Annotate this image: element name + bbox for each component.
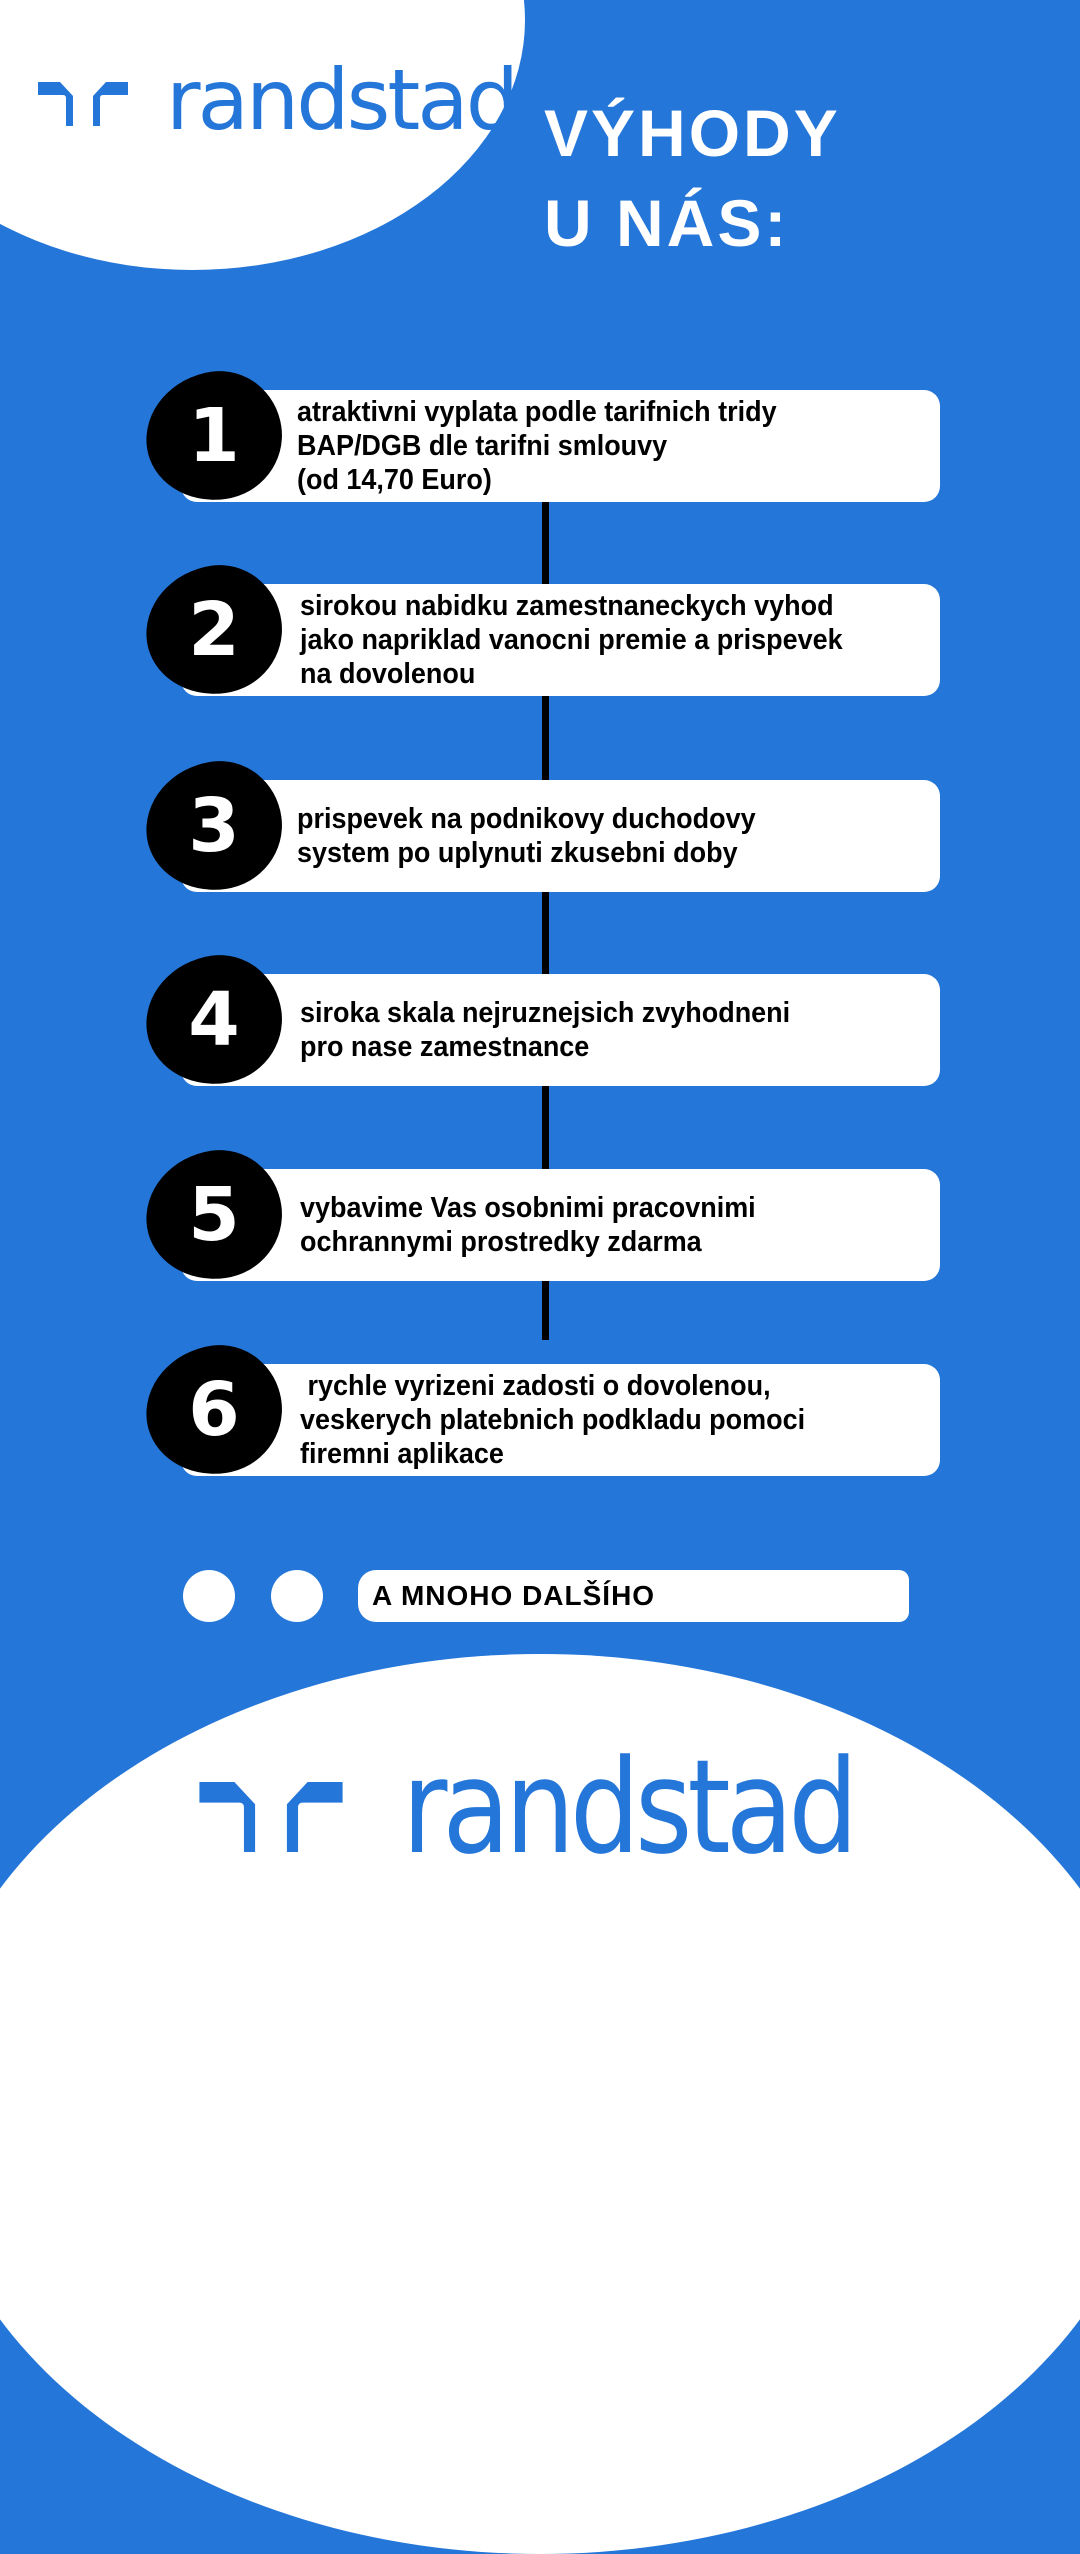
decorative-dot	[183, 1570, 235, 1622]
title-line-2: U NÁS:	[544, 186, 790, 260]
benefit-item-2	[146, 566, 946, 696]
benefit-text-line: firemni aplikace	[300, 1438, 504, 1470]
title-line-1: VÝHODY	[544, 96, 841, 170]
benefit-text	[300, 1364, 936, 1476]
benefit-text-line: system po uplynuti zkusebni doby	[297, 837, 738, 869]
benefit-text-line: ochrannymi prostredky zdarma	[300, 1226, 702, 1258]
benefit-text	[297, 390, 936, 502]
brand-wordmark: randstad	[402, 1731, 854, 1883]
more-benefits-label: A MNOHO DALŠÍHO	[372, 1580, 656, 1611]
benefit-item-5	[146, 1151, 946, 1281]
benefit-text-line: na dovolenou	[300, 658, 476, 690]
benefit-text-line: sirokou nabidku zamestnaneckych vyhod	[300, 590, 834, 622]
benefit-text-line: atraktivni vyplata podle tarifnich tridy	[297, 396, 777, 428]
benefit-text-line: rychle vyrizeni zadosti o dovolenou,	[300, 1370, 771, 1402]
benefit-item-1	[146, 372, 946, 502]
randstad-logo-bottom	[198, 1731, 933, 1883]
benefit-text	[297, 780, 936, 892]
benefit-item-6	[146, 1346, 946, 1476]
randstad-logo-top	[38, 51, 517, 149]
benefit-number: 5	[188, 1172, 240, 1258]
benefit-text	[300, 974, 936, 1086]
benefit-text-line: vybavime Vas osobnimi pracovnimi	[300, 1192, 756, 1224]
benefit-number: 6	[188, 1367, 240, 1453]
benefit-item-3	[146, 762, 946, 892]
brand-wordmark: randstad	[166, 51, 517, 149]
benefit-number: 1	[188, 393, 240, 479]
randstad-logo-icon	[38, 82, 128, 126]
benefit-number: 3	[188, 783, 240, 869]
benefit-item-4	[146, 956, 946, 1086]
decorative-dot	[271, 1570, 323, 1622]
randstad-logo-icon	[198, 1782, 344, 1852]
benefit-text-line: BAP/DGB dle tarifni smlouvy	[297, 430, 668, 462]
more-benefits-pill	[358, 1570, 909, 1622]
benefit-text-line: prispevek na podnikovy duchodovy	[297, 803, 756, 835]
benefit-number: 2	[188, 587, 240, 673]
benefit-text	[300, 584, 936, 696]
benefit-text-line: siroka skala nejruznejsich zvyhodneni	[300, 997, 791, 1029]
benefit-text-line: pro nase zamestnance	[300, 1031, 590, 1063]
benefit-text-line: (od 14,70 Euro)	[297, 464, 492, 496]
benefit-text	[300, 1169, 936, 1281]
benefit-text-line: jako napriklad vanocni premie a prispevek	[300, 624, 843, 656]
benefit-number: 4	[188, 977, 240, 1063]
benefit-text-line: veskerych platebnich podkladu pomoci	[300, 1404, 806, 1436]
page-title	[544, 88, 841, 268]
